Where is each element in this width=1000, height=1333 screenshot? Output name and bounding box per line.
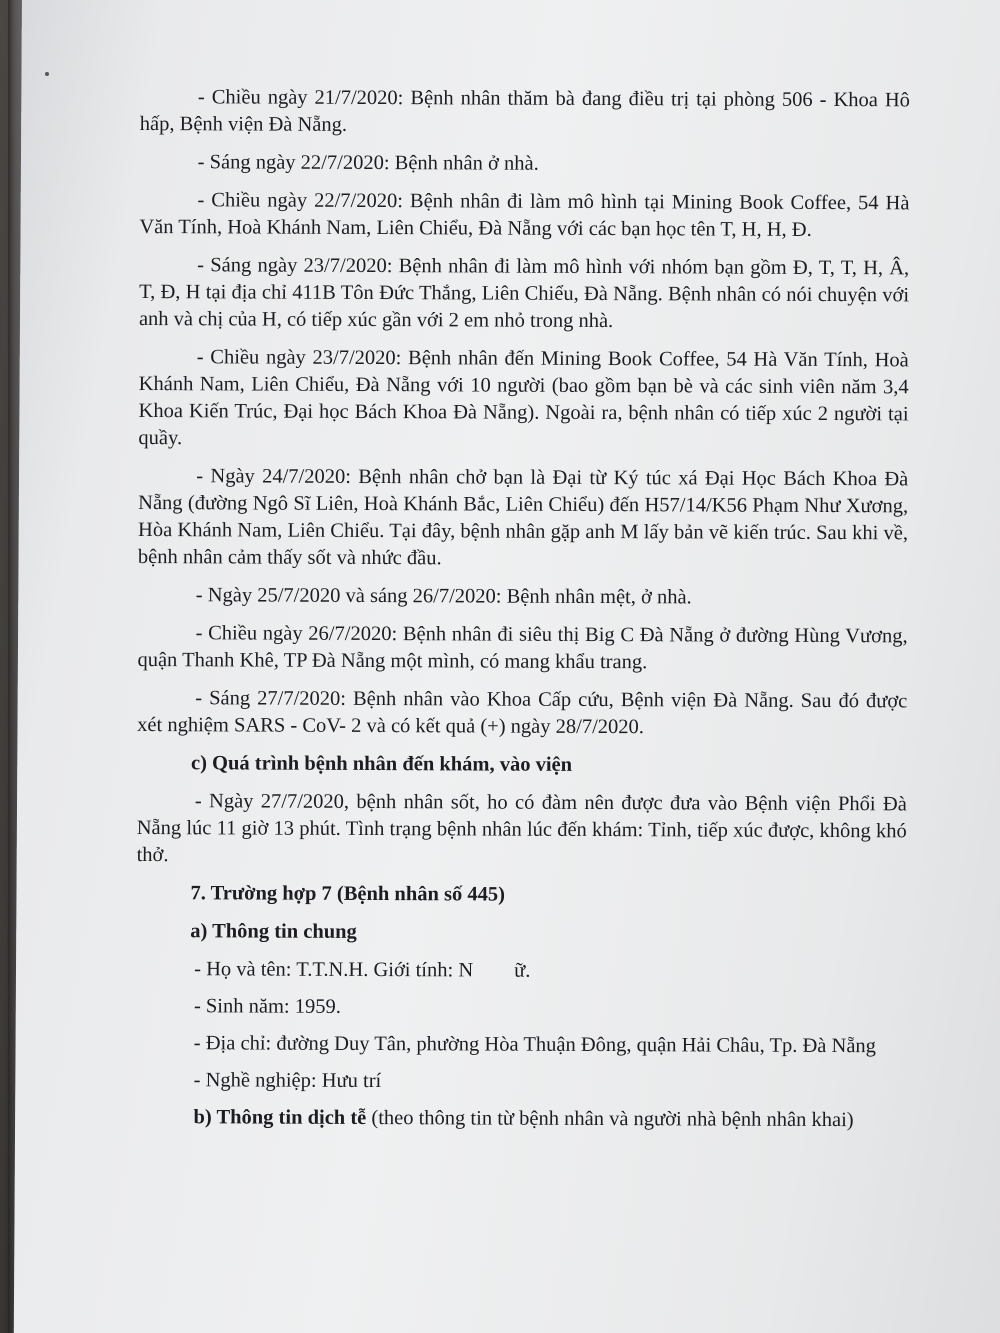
section-a-heading: a) Thông tin chung (190, 920, 357, 943)
timeline-entry: - Ngày 24/7/2020: Bệnh nhân chở bạn là Đại từ Ký túc xá Đại Học Bách Khoa Đà Nẵng (đường Ngô Sĩ Liên, Hoà Khánh Bắc, Liên Chiểu) đến H57/14/K56 Phạm Như Xương, Hòa Khánh Nam, Liên Chiểu. Tại đây, bệnh nhân gặp anh M lấy bản vẽ kiến trúc. Sau khi về, bệnh nhân cảm thấy sốt và nhức đầu. (137, 465, 909, 570)
timeline-entry: - Sáng ngày 23/7/2020: Bệnh nhân đi làm mô hình với nhóm bạn gồm Đ, T, T, H, Â, T, Đ, H tại địa chỉ 411B Tôn Đức Thắng, Liên Chiểu, Đà Nẵng. Bệnh nhân có nói chuyện với anh và chị của H, có tiếp xúc gần với 2 em nhỏ trong nhà. (138, 254, 910, 333)
info-birth-year: - Sinh năm: 1959. (193, 995, 341, 1018)
timeline-entry: - Chiều ngày 21/7/2020: Bệnh nhân thăm bà đang điều trị tại phòng 506 - Khoa Hô hấp, Bệnh viện Đà Nẵng. (139, 86, 910, 136)
info-address: - Địa chỉ: đường Duy Tân, phường Hòa Thuận Đông, quận Hải Châu, Tp. Đà Nẵng (193, 1032, 876, 1058)
section-b-heading: b) Thông tin dịch tễ (193, 1106, 367, 1129)
timeline-entry: - Sáng 27/7/2020: Bệnh nhân vào Khoa Cấp cứu, Bệnh viện Đà Nẵng. Sau đó được xét nghiệm SARS - CoV- 2 và có kết quả (+) ngày 28/7/2020. (137, 687, 908, 739)
timeline-entry: - Chiều ngày 26/7/2020: Bệnh nhân đi siêu thị Big C Đà Nẵng ở đường Hùng Vương, quận Thanh Khê, TP Đà Nẵng một mình, có mang khẩu trang. (137, 622, 908, 674)
section-c-heading: c) Quá trình bệnh nhân đến khám, vào viện (190, 752, 573, 776)
timeline-entry: - Chiều ngày 23/7/2020: Bệnh nhân đến Mining Book Coffee, 54 Hà Văn Tính, Hoà Khánh Nam, Liên Chiểu, Đà Nẵng với 10 người (bao gồm bạn bè và các sinh viên năm 3,4 Khoa Kiến Trúc, Đại học Bách Khoa Đà Nẵng). Ngoài ra, bệnh nhân có tiếp xúc 2 người tại quầy. (138, 346, 909, 450)
info-name: - Họ và tên: T.T.N.H. Giới tính: N ữ. (194, 958, 531, 982)
section-b-line (135, 1104, 905, 1134)
document-body (135, 84, 910, 1145)
section-b-note: (theo thông tin từ bệnh nhân và người nhà bệnh nhân khai) (366, 1106, 854, 1132)
case-7-heading: 7. Trường hợp 7 (Bệnh nhân số 445) (190, 882, 506, 906)
paper-speck (45, 72, 49, 76)
section-c-text: - Ngày 27/7/2020, bệnh nhân sốt, ho có đàm nên được đưa vào Bệnh viện Phổi Đà Nẵng lúc 11 giờ 13 phút. Tình trạng bệnh nhân lúc đến khám: Tỉnh, tiếp xúc được, không khó thở. (136, 790, 907, 867)
info-occupation: - Nghề nghiệp: Hưu trí (193, 1069, 382, 1093)
timeline-entry: - Chiều ngày 22/7/2020: Bệnh nhân đi làm mô hình tại Mining Book Coffee, 54 Hà Văn Tính, Hoà Khánh Nam, Liên Chiểu, Đà Nẵng với các bạn học tên T, H, H, Đ. (139, 189, 910, 241)
timeline-entry: - Ngày 25/7/2020 và sáng 26/7/2020: Bệnh nhân mệt, ở nhà. (195, 584, 692, 609)
timeline-entry: - Sáng ngày 22/7/2020: Bệnh nhân ở nhà. (197, 151, 539, 175)
